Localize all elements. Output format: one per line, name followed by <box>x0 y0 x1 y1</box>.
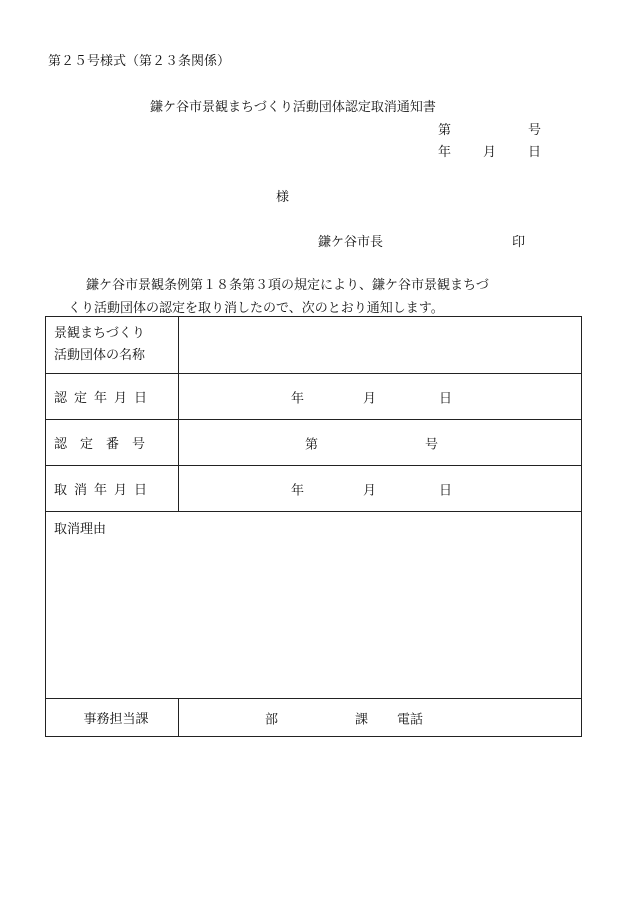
cert-date-label-text: 認定年月日 <box>54 391 155 406</box>
revoke-date-label <box>46 466 179 512</box>
document-title: 鎌ケ谷市景観まちづくり活動団体認定取消通知書 <box>150 100 436 115</box>
row-revoke-date <box>46 466 582 512</box>
row-department <box>46 699 582 737</box>
revoke-date-year: 年 <box>291 483 305 498</box>
revoke-reason-field[interactable] <box>46 512 582 699</box>
cert-date-field[interactable] <box>179 374 582 420</box>
doc-number-prefix: 第 <box>438 123 452 138</box>
department-ka: 課 <box>355 712 369 727</box>
cert-date-day: 日 <box>439 391 453 406</box>
doc-date-day: 日 <box>528 145 542 160</box>
revoke-reason-label: 取消理由 <box>54 522 107 537</box>
body-line-1: 鎌ケ谷市景観条例第１８条第３項の規定により、鎌ケ谷市景観まちづ <box>86 278 489 293</box>
form-table <box>45 316 582 737</box>
revoke-date-day: 日 <box>439 483 453 498</box>
department-field[interactable] <box>179 699 582 737</box>
row-revoke-reason <box>46 512 582 699</box>
doc-date-month: 月 <box>483 145 497 160</box>
department-label <box>46 699 179 737</box>
cert-date-year: 年 <box>291 391 305 406</box>
group-name-label-line2: 活動団体の名称 <box>54 348 146 363</box>
cert-date-month: 月 <box>363 391 377 406</box>
row-group-name <box>46 317 582 374</box>
cert-number-label-text: 認 定 番 号 <box>54 437 146 452</box>
cert-number-label <box>46 420 179 466</box>
seal-mark: 印 <box>512 235 526 250</box>
doc-date-year: 年 <box>438 145 452 160</box>
group-name-field[interactable] <box>179 317 582 374</box>
department-phone: 電話 <box>397 712 424 727</box>
cert-number-prefix: 第 <box>305 437 319 452</box>
cert-number-field[interactable] <box>179 420 582 466</box>
doc-number-suffix: 号 <box>528 123 542 138</box>
department-label-text: 事務担当課 <box>83 712 149 727</box>
department-bu: 部 <box>265 712 279 727</box>
revoke-date-label-text: 取消年月日 <box>54 483 155 498</box>
row-cert-date <box>46 374 582 420</box>
body-line-2: くり活動団体の認定を取り消したので、次のとおり通知します。 <box>68 301 444 316</box>
form-number: 第２５号様式（第２３条関係） <box>48 54 231 69</box>
revoke-date-field[interactable] <box>179 466 582 512</box>
revoke-date-month: 月 <box>363 483 377 498</box>
group-name-label <box>46 317 179 374</box>
group-name-label-line1: 景観まちづくり <box>54 326 145 341</box>
cert-number-suffix: 号 <box>425 437 439 452</box>
row-cert-number <box>46 420 582 466</box>
addressee-suffix: 様 <box>276 190 290 205</box>
sender-name: 鎌ケ谷市長 <box>318 235 384 250</box>
cert-date-label <box>46 374 179 420</box>
